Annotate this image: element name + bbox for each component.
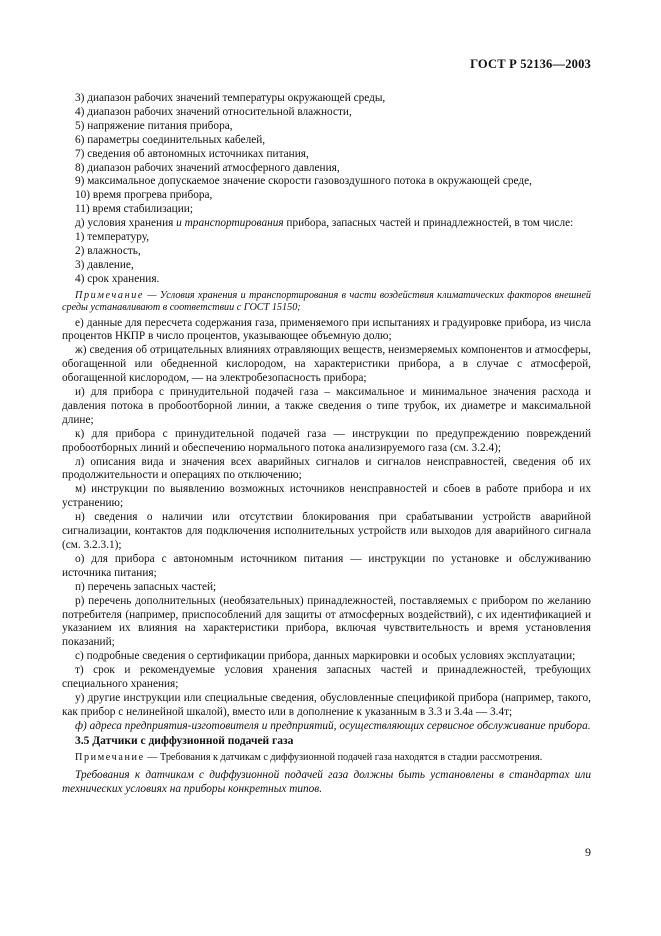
list-item-d-italic: и транспортирования: [176, 217, 284, 230]
note-text: — Условия хранения и транспортирования в части воздействия климатических факторов внешней среды устанавливают в соответствии с ГОСТ 15150;: [62, 289, 591, 314]
page-content: [62, 92, 591, 797]
paragraph: м) инструкции по выявлению возможных источников неисправностей и сбоев в работе прибора и их устранению;: [62, 483, 591, 510]
note-climatic: [62, 290, 591, 315]
sub-list-item: 3) давление,: [75, 258, 134, 271]
list-item-d: [62, 217, 591, 231]
standard-header: ГОСТ Р 52136—2003: [470, 57, 591, 71]
paragraph-addresses: ф) адреса предприятия-изготовителя и предприятий, осуществляющих сервисное обслуживание прибора.: [75, 719, 591, 732]
list-item: 4) диапазон рабочих значений относительной влажности,: [75, 105, 352, 118]
paragraph: ж) сведения об отрицательных влияниях отравляющих веществ, неизмеряемых компонентов и атмосферы, обогащенной или обедненной кислородом, на характеристики прибора, а в случае с атмосферой, обогащенной кислородом, — на электробезопасность прибора;: [62, 344, 591, 385]
list-item: 11) время стабилизации;: [75, 203, 193, 216]
list-item: 5) напряжение питания прибора,: [75, 119, 233, 132]
list-item-d-text: д) условия хранения: [75, 217, 177, 230]
list-item: 8) диапазон рабочих значений атмосферного давления,: [75, 161, 340, 174]
paragraph: к) для прибора с принудительной подачей газа — инструкции по предупреждению повреждений пробоотборных линий и обеспечению нормального потока анализируемого газа (см. 3.2.4);: [62, 427, 591, 454]
list-item: 9) максимальное допускаемое значение скорости газовоздушного потока в окружающей среде,: [75, 175, 532, 188]
paragraph: л) описания вида и значения всех аварийных сигналов и сигналов неисправностей, сведения об их продолжительности и операциях по отключению;: [62, 455, 591, 482]
paragraph: е) данные для пересчета содержания газа, применяемого при испытаниях и градуировке прибора, из числа процентов НКПР в число процентов, указывающее объемную долю;: [62, 316, 591, 343]
sub-list-item: 2) влажность,: [75, 244, 141, 257]
paragraph: о) для прибора с автономным источником питания — инструкции по установке и обслуживанию источника питания;: [62, 552, 591, 579]
paragraph: т) срок и рекомендуемые условия хранения запасных частей и принадлежностей, требующих специального хранения;: [62, 664, 591, 691]
sub-list-item: 4) срок хранения.: [75, 272, 160, 285]
paragraph: п) перечень запасных частей;: [75, 580, 217, 593]
page-number: 9: [585, 845, 591, 859]
note-diffusion: [62, 752, 591, 764]
paragraph: и) для прибора с принудительной подачей газа – максимальное и минимальное значения расхода и давления потока в пробоотборной линии, а также сведения о типе трубок, их диаметре и максимальной длине;: [62, 386, 591, 426]
list-item: 3) диапазон рабочих значений температуры окружающей среды,: [75, 92, 386, 104]
list-item-d-rest: прибора, запасных частей и принадлежностей, в том числе:: [283, 217, 574, 230]
list-item: 6) параметры соединительных кабелей,: [75, 133, 266, 146]
list-item: 10) время прогрева прибора,: [75, 189, 213, 202]
paragraph: с) подробные сведения о сертификации прибора, данных маркировки и особых условиях эксплуатации;: [75, 650, 576, 663]
list-item: 7) сведения об автономных источниках питания,: [75, 147, 309, 160]
section-heading: 3.5 Датчики с диффузионной подачей газа: [75, 734, 294, 747]
paragraph: у) другие инструкции или специальные сведения, обусловленные спецификой прибора (например, такого, как прибор с нелинейной шкалой), вместо или в дополнение к указанным в 3.3 и 3.4а — 3.4т;: [62, 691, 591, 718]
note-text: — Требования к датчикам с диффузионной подачей газа находятся в стадии рассмотрения.: [144, 751, 543, 763]
paragraph: р) перечень дополнительных (необязательных) принадлежностей, поставляемых с прибором по желанию потребителя (например, приспособлений для защиты от атмосферных воздействий), с их идентификацией и указанием их влияния на характеристики прибора, включая чувствительность и время установления показаний;: [62, 594, 591, 649]
sub-list-item: 1) температуру,: [75, 231, 150, 244]
final-paragraph: Требования к датчикам с диффузионной подачей газа должны быть установлены в стандартах или технических условиях на приборы конкретных типов.: [62, 769, 591, 795]
paragraph: н) сведения о наличии или отсутствии блокирования при срабатывании устройств аварийной сигнализации, контактов для подключения исполнительных устройств или выходов для аварийного сигнала (см. 3.2.3.1);: [62, 511, 591, 551]
note-label: Примечание: [75, 289, 145, 301]
note-label: Примечание: [75, 751, 145, 763]
